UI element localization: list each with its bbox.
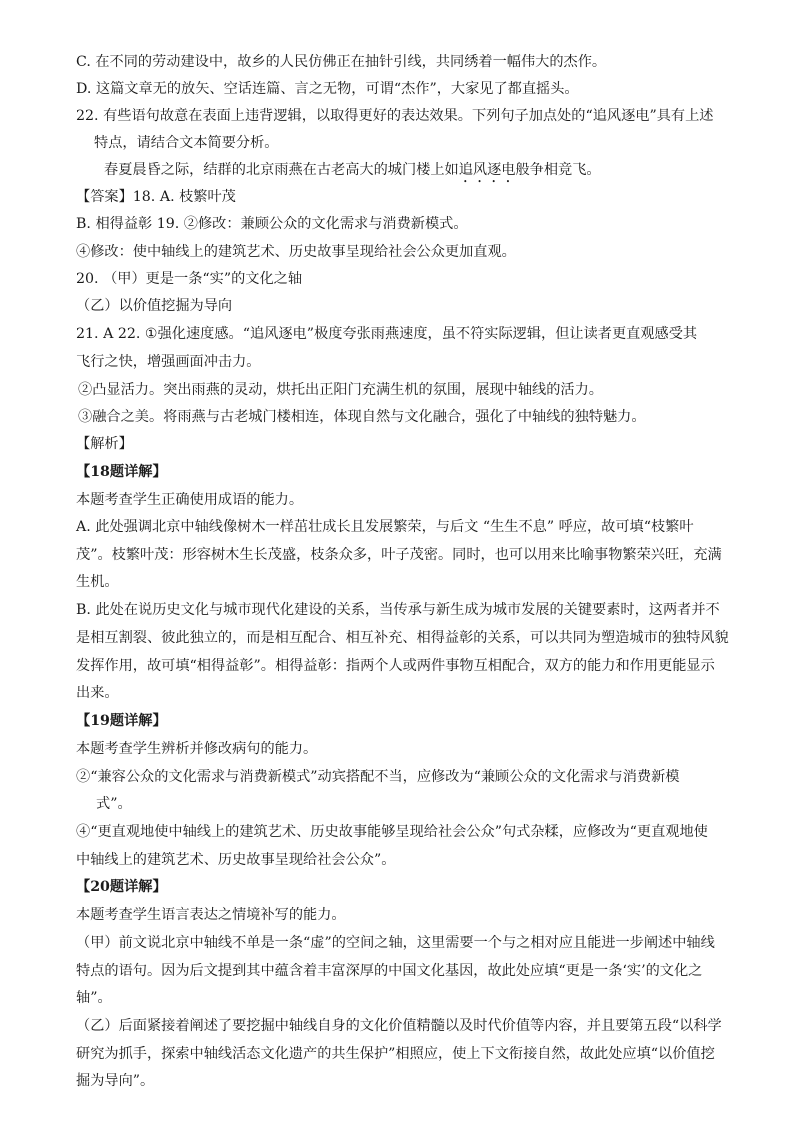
paragraph-line: （乙）后面紧接着阐述了要挖掘中轴线自身的文化价值精髓以及时代价值等内容，并且要第五段“以科学 [76, 1018, 722, 1034]
paragraph-line: 茂”。枝繁叶茂：形容树木生长茂盛，枝条众多，叶子茂密。同时，也可以用来比喻事物繁荣兴旺，充满 [76, 547, 722, 563]
answer-line: （乙）以价值挖掘为导向 [76, 298, 233, 314]
analysis-heading: 【解析】 [76, 436, 133, 452]
paragraph-line: B. 此处在说历史文化与城市现代化建设的关系，当传承与新生成为城市发展的关键要素时，这两者并不 [76, 602, 720, 618]
answer-line: ④修改：使中轴线上的建筑艺术、历史故事呈现给社会公众更加直观。 [76, 244, 516, 260]
answer-line: B. 相得益彰 19. ②修改：兼顾公众的文化需求与消费新模式。 [76, 216, 468, 232]
paragraph-line: 出来。 [76, 685, 119, 701]
paragraph-line: （甲）前文说北京中轴线不单是一条“虚”的空间之轴，这里需要一个与之相对应且能进一步阐述中轴线 [76, 935, 715, 951]
paragraph-line: 掘为导向”。 [76, 1073, 155, 1089]
paragraph-line: A. 此处强调北京中轴线像树木一样茁壮成长且发展繁荣，与后文 “生生不息” 呼应，故可填“枝繁叶 [76, 519, 694, 535]
answer-line: 飞行之快，增强画面冲击力。 [76, 354, 261, 370]
emphasized-phrase: 追风逐电 [458, 162, 516, 178]
paragraph-line: 本题考查学生正确使用成语的能力。 [76, 492, 304, 508]
option-d-line: D. 这篇文章无的放矢、空话连篇、言之无物，可谓“杰作”，大家见了都直摇头。 [76, 81, 579, 97]
paragraph-line: 发挥作用，故可填“相得益彰”。相得益彰：指两个人或两件事物互相配合，双方的能力和作用更能显示 [76, 658, 715, 674]
section-heading-20: 【20题详解】 [76, 879, 167, 895]
answer-line: 21. A 22. ①强化速度感。“追风逐电”极度夸张雨燕速度，虽不符实际逻辑，但让读者更直观感受其 [76, 326, 698, 342]
question-22-continued: 特点，请结合文本简要分析。 [94, 135, 279, 151]
section-heading-19: 【19题详解】 [76, 713, 167, 729]
paragraph-line: 中轴线上的建筑艺术、历史故事呈现给社会公众”。 [76, 852, 396, 868]
paragraph-line: 特点的语句。因为后文提到其中蕴含着丰富深厚的中国文化基因，故此处应填“更是一条‘实’的文化之 [76, 963, 703, 979]
answer-heading: 【答案】18. A. 枝繁叶茂 [76, 189, 236, 205]
paragraph-line: 是相互割裂、彼此独立的，而是相互配合、相互补充、相得益彰的关系，可以共同为塑造城市的独特风貌 [76, 630, 729, 646]
paragraph-line: 式”。 [96, 796, 132, 812]
paragraph-line: ②“兼容公众的文化需求与消费新模式”动宾搭配不当，应修改为“兼顾公众的文化需求与消费新模 [76, 769, 680, 785]
answer-line: ③融合之美。将雨燕与古老城门楼相连，体现自然与文化融合，强化了中轴线的独特魅力。 [78, 409, 646, 425]
paragraph-line: 本题考查学生语言表达之情境补写的能力。 [76, 907, 346, 923]
question-22-line: 22. 有些语句故意在表面上违背逻辑，以取得更好的表达效果。下列句子加点处的“追风逐电”具有上述 [76, 108, 714, 124]
option-c-line: C. 在不同的劳动建设中，故乡的人民仿佛正在抽针引线，共同绣着一幅伟大的杰作。 [76, 54, 607, 70]
paragraph-line: ④“更直观地使中轴线上的建筑艺术、历史故事能够呈现给社会公众”句式杂糅，应修改为“更直观地使 [76, 824, 708, 840]
paragraph-line: 本题考查学生辨析并修改病句的能力。 [76, 741, 318, 757]
section-heading-18: 【18题详解】 [76, 464, 167, 480]
paragraph-line: 轴”。 [76, 990, 112, 1006]
example-sentence [104, 160, 754, 186]
paragraph-line: 研究为抓手，探索中轴线活态文化遗产的共生保护”相照应，使上下文衔接自然，故此处应填“以价值挖 [76, 1046, 715, 1062]
example-sentence-after: 般争相竞飞。 [515, 162, 601, 178]
paragraph-line: 生机。 [76, 574, 119, 590]
answer-line: ②凸显活力。突出雨燕的灵动，烘托出正阳门充满生机的氛围，展现中轴线的活力。 [78, 382, 603, 398]
example-sentence-before: 春夏晨昏之际，结群的北京雨燕在古老高大的城门楼上如 [104, 162, 459, 178]
answer-line: 20. （甲）更是一条“实”的文化之轴 [76, 271, 303, 287]
